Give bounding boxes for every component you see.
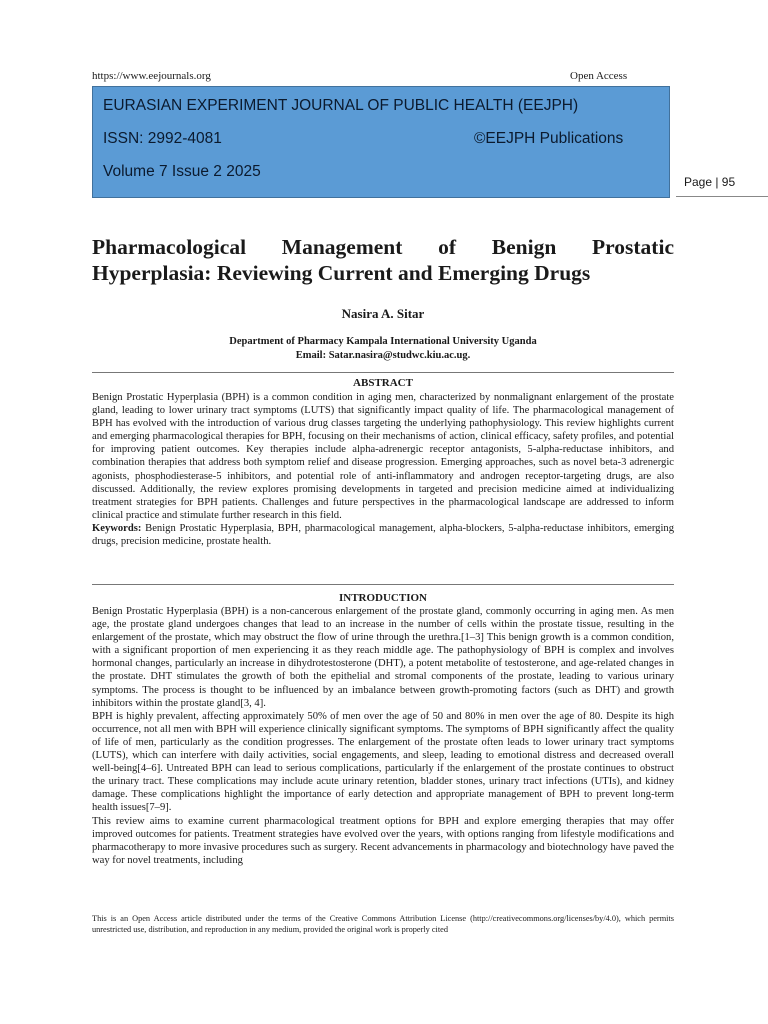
open-access-label: Open Access <box>570 70 628 82</box>
introduction-heading: INTRODUCTION <box>338 592 427 604</box>
author-email: Email: Satar.nasira@studwc.kiu.ac.ug. <box>295 350 471 361</box>
author-name: Nasira A. Sitar <box>341 306 425 321</box>
intro-paragraph: BPH is highly prevalent, affecting approximately 50% of men over the age of 50 and 80% in men over the age of 80. Despite its high occurrence, not all men with BPH will experience clinically significant symptoms. The symptoms of BPH significantly affect the quality of life of men, particularly as the condition progresses. The enlargement of the prostate often leads to lower urinary tract symptoms (LUTS), which can interfere with daily activities, social engagements, and sleep, leading to emotional distress and decreased overall well-being[4–6]. Untreated BPH can lead to serious complications, particularly if the enlargement of the prostate continues to obstruct the urinary tract. These complications may include acute urinary retention, bladder stones, urinary tract infections (UTIs), and kidney damage. These complications highlight the importance of early detection and appropriate management of BPH to prevent long-term health issues[7–9]. <box>92 710 674 814</box>
abstract-bottom-rule <box>92 584 674 585</box>
affiliation: Department of Pharmacy Kampala International University Uganda <box>229 336 537 347</box>
abstract-text: Benign Prostatic Hyperplasia (BPH) is a common condition in aging men, characterized by nonmalignant enlargement of the prostate gland, leading to lower urinary tract symptoms (LUTS) that significantly impact quality of life. The pharmacological management of BPH has evolved with the introduction of various drug classes targeting the underlying pathophysiology. This review highlights current and emerging pharmacological therapies for BPH, focusing on their mechanisms of action, clinical efficacy, safety profiles, and potential for improving patient outcomes. Key therapies include alpha-adrenergic receptor antagonists, 5-alpha-reductase inhibitors, and combination therapies that address both symptom relief and disease progression. Emerging approaches, such as novel beta-3 adrenergic agonists, phosphodiesterase-5 inhibitors, and potential role of anti-inflammatory and androgen receptor-targeting drugs, are also discussed. Additionally, the review explores promising developments in targeted and precision medicine aimed at individualizing treatment strategies for BPH patients. Challenges and future perspectives in the pharmacological landscape are addressed to inform clinical practice and stimulate further research in this field. <box>92 392 674 521</box>
keywords-line <box>92 522 674 548</box>
journal-banner <box>92 86 670 198</box>
publisher: ©EEJPH Publications <box>474 130 624 147</box>
license-text: This is an Open Access article distributed under the terms of the Creative Commons Attribution License (http://creativecommons.org/licenses/by/4.0), which permits unrestricted use, distribution, and reproduction in any medium, provided the original work is properly cited <box>92 914 674 934</box>
abstract-heading: ABSTRACT <box>353 377 413 389</box>
page-number: Page | 95 <box>684 175 736 189</box>
intro-paragraph: Benign Prostatic Hyperplasia (BPH) is a non-cancerous enlargement of the prostate gland, commonly occurring in aging men. As men age, the prostate gland undergoes changes that lead to an increase in the number of cells within the prostate tissue, resulting in the enlargement of the prostate, which may obstruct the flow of urine through the urethra.[1–3] This benign growth is a common condition, with a significant proportion of men experiencing it as they reach middle age. The pathophysiology of BPH is complex and involves hormonal changes, particularly an increase in dihydrotestosterone (DHT), a potent metabolite of testosterone, and age-related changes in the prostate. DHT stimulates the growth of both the epithelial and stromal components of the prostate, leading to various urinary symptoms. The process is thought to be influenced by an imbalance between growth-promoting factors (such as DHT) and growth inhibitors within the prostate gland[3, 4]. <box>92 606 674 709</box>
author-affiliation-block <box>92 335 674 363</box>
journal-name: EURASIAN EXPERIMENT JOURNAL OF PUBLIC HEALTH (EEJPH) <box>103 97 579 114</box>
intro-paragraph: This review aims to examine current pharmacological treatment options for BPH and explore emerging therapies that may offer improved outcomes for patients. Treatment strategies have evolved over the years, with options ranging from lifestyle modifications and pharmacotherapy to more invasive procedures such as surgery. Recent advancements in pharmacology and biotechnology have paved the way for novel treatments, including <box>92 815 674 866</box>
abstract-top-rule <box>92 372 674 373</box>
keywords: Benign Prostatic Hyperplasia, BPH, pharmacological management, alpha-blockers, 5-alpha-reductase inhibitors, emerging drugs, precision medicine, prostate health. <box>92 522 674 548</box>
journal-url[interactable]: https://www.eejournals.org <box>92 70 211 82</box>
keywords-label: Keywords: <box>92 522 142 534</box>
introduction-body <box>92 605 674 867</box>
page-number-rule <box>676 196 768 197</box>
license-footer <box>92 913 674 935</box>
abstract-body <box>92 391 674 548</box>
issn: ISSN: 2992-4081 <box>103 130 222 147</box>
article-title: Pharmacological Management of Benign Prostatic Hyperplasia: Reviewing Current and Emerging Drugs <box>92 235 674 285</box>
volume-issue: Volume 7 Issue 2 2025 <box>103 163 261 180</box>
